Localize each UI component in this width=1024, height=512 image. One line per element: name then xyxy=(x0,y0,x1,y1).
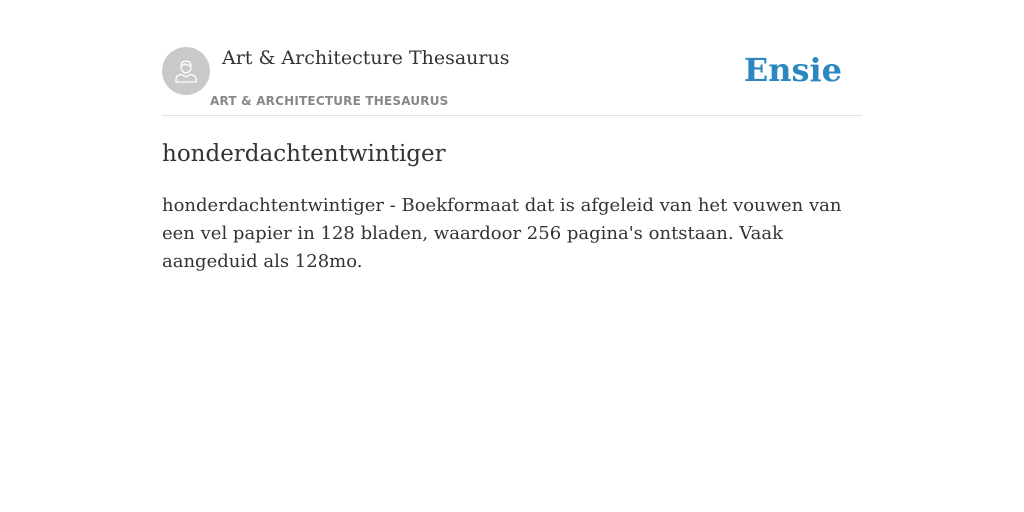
brand-logo[interactable]: Ensie xyxy=(743,51,842,89)
avatar[interactable] xyxy=(162,47,210,95)
author-subtitle[interactable]: ART & ARCHITECTURE THESAURUS xyxy=(210,94,449,108)
article-title: honderdachtentwintiger xyxy=(162,141,446,167)
header xyxy=(162,0,862,116)
author-name[interactable]: Art & Architecture Thesaurus xyxy=(222,47,510,69)
page-container xyxy=(162,0,862,512)
article-body: honderdachtentwintiger - Boekformaat dat is afgeleid van het vouwen van een vel papier in 128 bladen, waardoor 256 pagina's ontstaan. Vaak aangeduid als 128mo. xyxy=(162,195,842,272)
user-icon xyxy=(171,56,201,86)
